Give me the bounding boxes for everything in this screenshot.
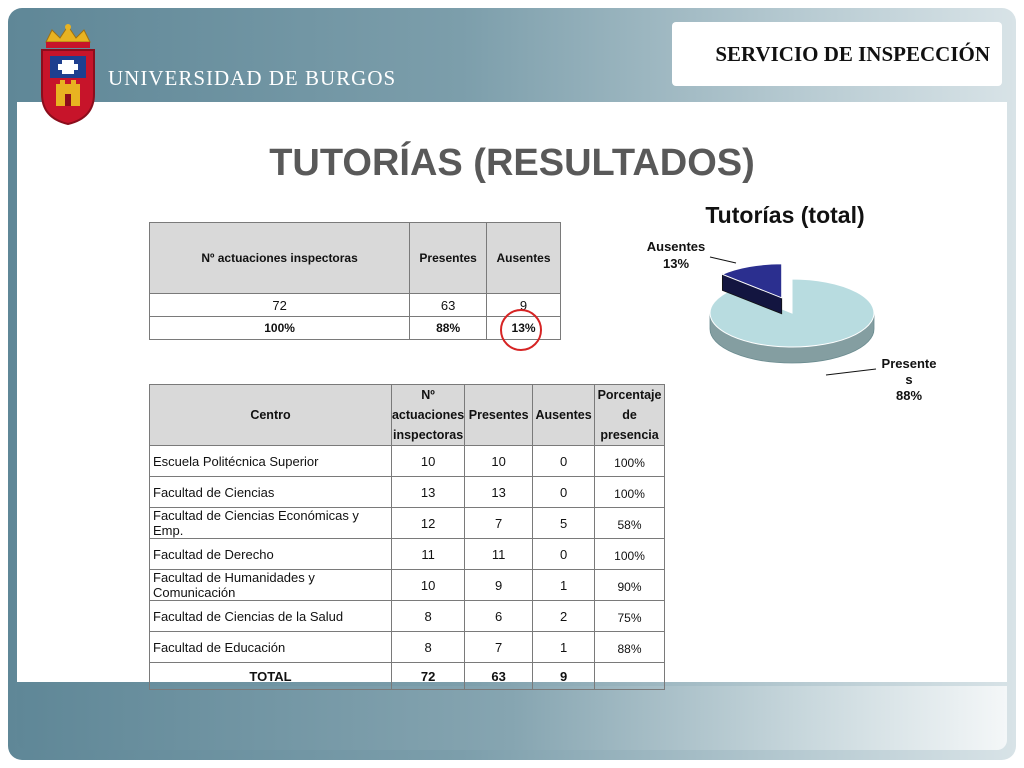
summary-count-ausentes: 9 <box>487 294 561 317</box>
summary-header-actuaciones: Nº actuaciones inspectoras <box>150 223 410 294</box>
cell-ausentes: 1 <box>533 632 595 663</box>
table-row <box>150 508 665 539</box>
summary-table <box>149 222 561 340</box>
pie-chart <box>640 235 960 415</box>
cell-presentes: 6 <box>465 601 533 632</box>
cell-ausentes: 9 <box>533 663 595 690</box>
cell-ausentes: 2 <box>533 601 595 632</box>
cell-centro: Facultad de Educación <box>150 632 392 663</box>
cell-actuaciones: 10 <box>391 570 464 601</box>
header-line: Nº <box>421 388 435 402</box>
summary-percent-presentes: 88% <box>410 317 487 340</box>
header-line: Porcentaje <box>597 388 662 402</box>
centers-header-centro: Centro <box>150 385 392 446</box>
centers-header-actuaciones <box>391 385 464 446</box>
centers-header-presentes: Presentes <box>465 385 533 446</box>
summary-count-presentes: 63 <box>410 294 487 317</box>
cell-porcentaje: 90% <box>595 570 665 601</box>
cell-centro: Facultad de Ciencias <box>150 477 392 508</box>
summary-count-actuaciones: 72 <box>150 294 410 317</box>
cell-centro: Facultad de Ciencias Económicas y Emp. <box>150 508 392 539</box>
cell-presentes: 7 <box>465 508 533 539</box>
table-row <box>150 539 665 570</box>
leader-line-presentes <box>826 369 876 375</box>
slice-label-presentes: Presente <box>881 356 937 371</box>
cell-actuaciones: 8 <box>391 601 464 632</box>
header-line: inspectoras <box>393 428 464 442</box>
table-row <box>150 601 665 632</box>
cell-presentes: 63 <box>465 663 533 690</box>
table-row <box>150 632 665 663</box>
slice-label-presentes-line2: s <box>905 372 913 387</box>
summary-header-ausentes: Ausentes <box>487 223 561 294</box>
cell-ausentes: 5 <box>533 508 595 539</box>
chart-title: Tutorías (total) <box>705 202 865 228</box>
cell-porcentaje: 88% <box>595 632 665 663</box>
university-crest-logo <box>36 22 100 126</box>
summary-percent-ausentes: 13% <box>487 317 561 340</box>
cell-presentes: 13 <box>465 477 533 508</box>
header-line: presencia <box>600 428 659 442</box>
centers-table <box>149 384 665 690</box>
slice-percent-ausentes: 13% <box>662 256 690 271</box>
cell-centro: TOTAL <box>150 663 392 690</box>
cell-porcentaje <box>595 663 665 690</box>
table-row <box>150 446 665 477</box>
summary-percent-actuaciones: 100% <box>150 317 410 340</box>
summary-header-presentes: Presentes <box>410 223 487 294</box>
cell-actuaciones: 11 <box>391 539 464 570</box>
slice-label-ausentes: Ausentes <box>646 239 706 254</box>
cell-actuaciones: 8 <box>391 632 464 663</box>
highlight-circle <box>500 309 542 351</box>
cell-actuaciones: 10 <box>391 446 464 477</box>
service-title: SERVICIO DE INSPECCIÓN <box>715 42 990 66</box>
cell-presentes: 10 <box>465 446 533 477</box>
leader-line-ausentes <box>710 257 736 263</box>
table-row <box>150 477 665 508</box>
header-line: actuaciones <box>391 408 465 422</box>
cell-ausentes: 1 <box>533 570 595 601</box>
cell-centro: Facultad de Humanidades y Comunicación <box>150 570 392 601</box>
centers-header-ausentes: Ausentes <box>533 385 595 446</box>
cell-presentes: 7 <box>465 632 533 663</box>
cell-porcentaje: 75% <box>595 601 665 632</box>
university-name: UNIVERSIDAD DE BURGOS <box>108 66 397 90</box>
slide-title: TUTORÍAS (RESULTADOS) <box>269 142 755 184</box>
cell-porcentaje: 100% <box>595 539 665 570</box>
cell-ausentes: 0 <box>533 446 595 477</box>
header-line: de <box>622 408 637 422</box>
cell-centro: Facultad de Derecho <box>150 539 392 570</box>
cell-presentes: 11 <box>465 539 533 570</box>
cell-porcentaje: 58% <box>595 508 665 539</box>
footer-band <box>17 686 1007 750</box>
cell-porcentaje: 100% <box>595 477 665 508</box>
cell-actuaciones: 13 <box>391 477 464 508</box>
slice-percent-presentes: 88% <box>895 388 923 403</box>
cell-centro: Escuela Politécnica Superior <box>150 446 392 477</box>
cell-presentes: 9 <box>465 570 533 601</box>
table-row-total <box>150 663 665 690</box>
table-row <box>150 570 665 601</box>
cell-centro: Facultad de Ciencias de la Salud <box>150 601 392 632</box>
cell-porcentaje: 100% <box>595 446 665 477</box>
cell-actuaciones: 72 <box>391 663 464 690</box>
cell-actuaciones: 12 <box>391 508 464 539</box>
cell-ausentes: 0 <box>533 477 595 508</box>
cell-ausentes: 0 <box>533 539 595 570</box>
